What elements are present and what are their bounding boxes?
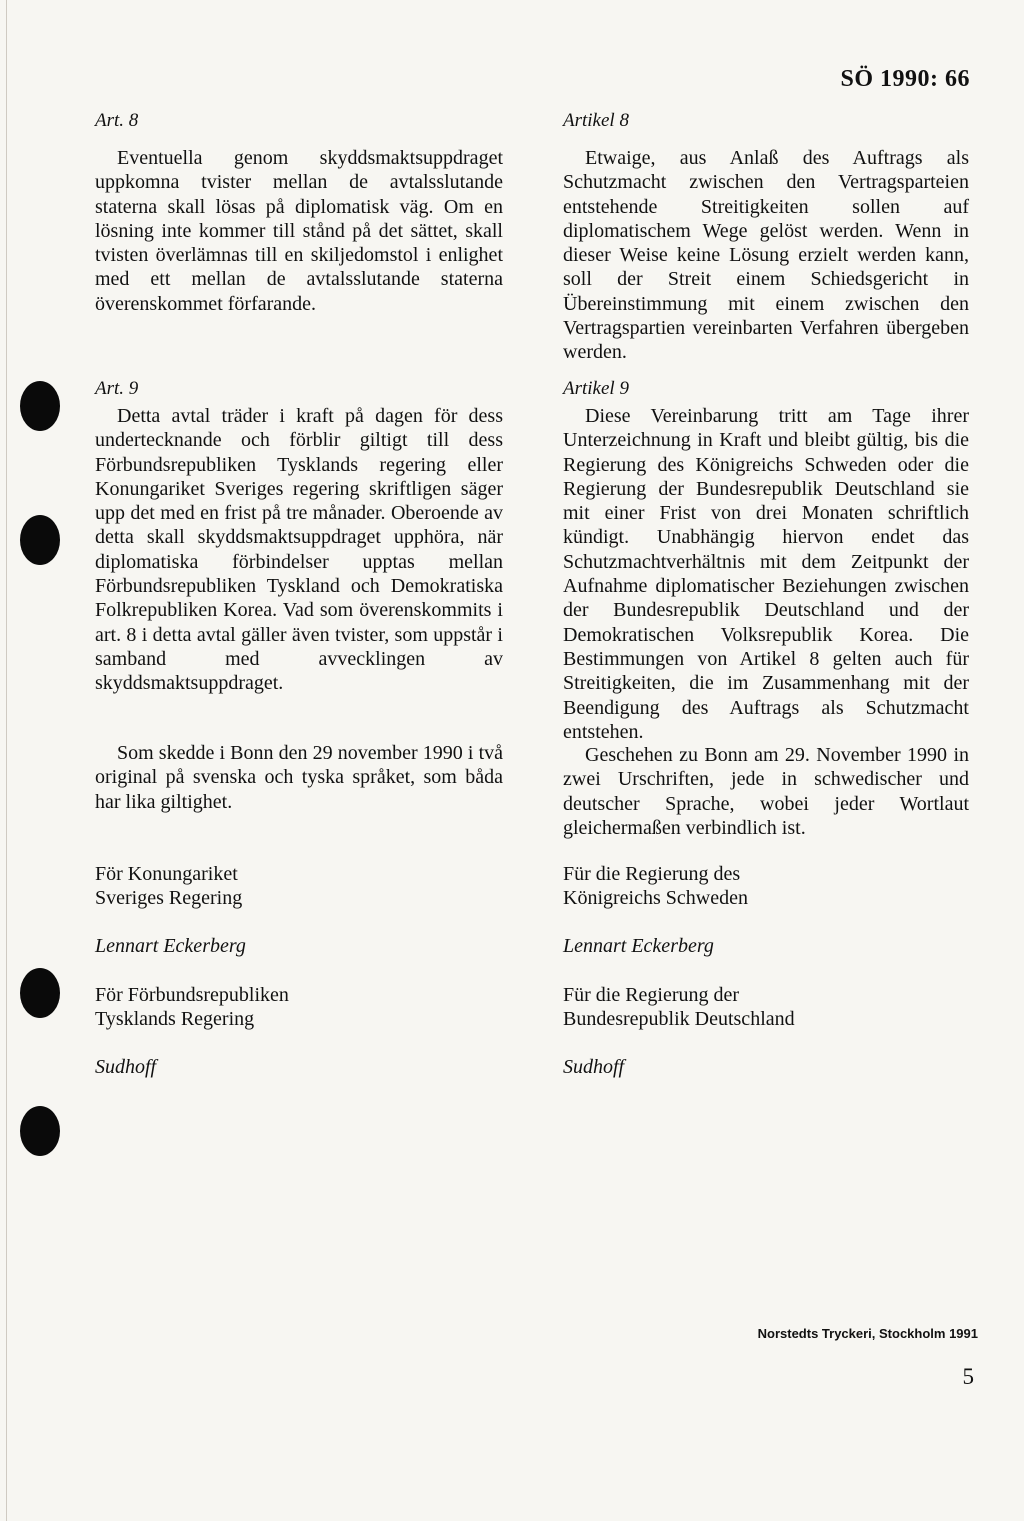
signatory-party: Für die Regierung der Bundesrepublik Deutschland	[563, 984, 795, 1030]
punch-hole	[20, 1106, 60, 1156]
article-9-sv	[95, 378, 503, 696]
printer-imprint: Norstedts Tryckeri, Stockholm 1991	[757, 1326, 978, 1341]
article-heading: Artikel 9	[563, 378, 629, 399]
article-text: Detta avtal träder i kraft på dagen för dess undertecknande och förblir giltigt till dess Förbundsrepubliken Tysklands regering eller Konungariket Sveriges regering skriftligen säger upp det med en frist på tre månader. Oberoende av detta skall skyddsmaktsuppdraget upphöra, när diplomatiska förbindelser upptas mellan Förbundsrepubliken Tyskland och Demokratiska Folkrepubliken Korea. Vad som överenskommits i art. 8 i detta avtal gäller även tvister, som uppstår i samband med avvecklingen av skyddsmaktsuppdraget.	[95, 405, 503, 695]
punch-hole	[20, 381, 60, 431]
article-text: Diese Vereinbarung tritt am Tage ihrer Unterzeichnung in Kraft und bleibt gültig, bis die Regierung des Königreichs Schweden oder die Regierung der Bundesrepublik Deutschland sie mit einer Frist von drei Monaten schriftlich kündigt. Unabhängig hiervon endet das Schutzmachtverhältnis mit dem Zeitpunkt der Aufnahme diplomatischer Beziehungen zwischen der Bundesrepublik Deutschland und der Demokratischen Volksrepublik Korea. Die Bestimmungen von Artikel 8 gelten auch für Streitigkeiten, die im Zusammenhang mit der Beendigung des Auftrags als Schutzmacht entstehen.	[563, 405, 969, 743]
signatory-name: Lennart Eckerberg	[95, 935, 246, 957]
signature-block-de-2	[563, 983, 969, 1079]
punch-hole	[20, 968, 60, 1018]
page-number: 5	[962, 1364, 974, 1389]
article-heading: Art. 8	[95, 110, 139, 131]
signatory-party: Für die Regierung des Königreichs Schweden	[563, 863, 748, 909]
signatory-name: Sudhoff	[563, 1056, 625, 1078]
signature-block-de-1	[563, 862, 969, 958]
signatory-name: Sudhoff	[95, 1056, 157, 1078]
closing-de	[563, 743, 969, 840]
article-8-de	[563, 110, 969, 365]
article-8-sv	[95, 110, 503, 316]
article-heading: Artikel 8	[563, 110, 629, 131]
signatory-party: För Förbundsrepubliken Tysklands Regering	[95, 984, 289, 1030]
punch-hole	[20, 515, 60, 565]
article-heading: Art. 9	[95, 378, 139, 399]
article-text: Etwaige, aus Anlaß des Auftrags als Schutzmacht zwischen den Vertragsparteien entstehende Streitigkeiten sollen auf diplomatischem Wege gelöst werden. Wenn in dieser Weise keine Lösung erzielt werden kann, soll der Streit einem Schiedsgericht in Übereinstimmung mit einem zwischen den Vertragspartien vereinbarten Verfahren übergeben werden.	[563, 147, 969, 364]
article-text: Eventuella genom skyddsmaktsuppdraget uppkomna tvister mellan de avtalsslutande staterna skall lösas på diplomatisk väg. Om en lösning inte kommer till stånd på det sättet, skall tvisten överlämnas till en skiljedomstol i enlighet med ett mellan de avtalsslutande staterna överenskommet förfarande.	[95, 147, 503, 315]
closing-sv	[95, 741, 503, 814]
signatory-party: För Konungariket Sveriges Regering	[95, 863, 243, 909]
page-edge	[6, 0, 7, 1521]
signatory-name: Lennart Eckerberg	[563, 935, 714, 957]
document-code: SÖ 1990: 66	[840, 66, 970, 92]
signature-block-sv-2	[95, 983, 503, 1079]
closing-text: Som skedde i Bonn den 29 november 1990 i två original på svenska och tyska språket, som båda har lika giltighet.	[95, 742, 503, 813]
article-9-de	[563, 378, 969, 744]
closing-text: Geschehen zu Bonn am 29. November 1990 in zwei Urschriften, jede in schwedischer und deutscher Sprache, wobei jeder Wortlaut gleichermaßen verbindlich ist.	[563, 744, 969, 839]
signature-block-sv-1	[95, 862, 503, 958]
